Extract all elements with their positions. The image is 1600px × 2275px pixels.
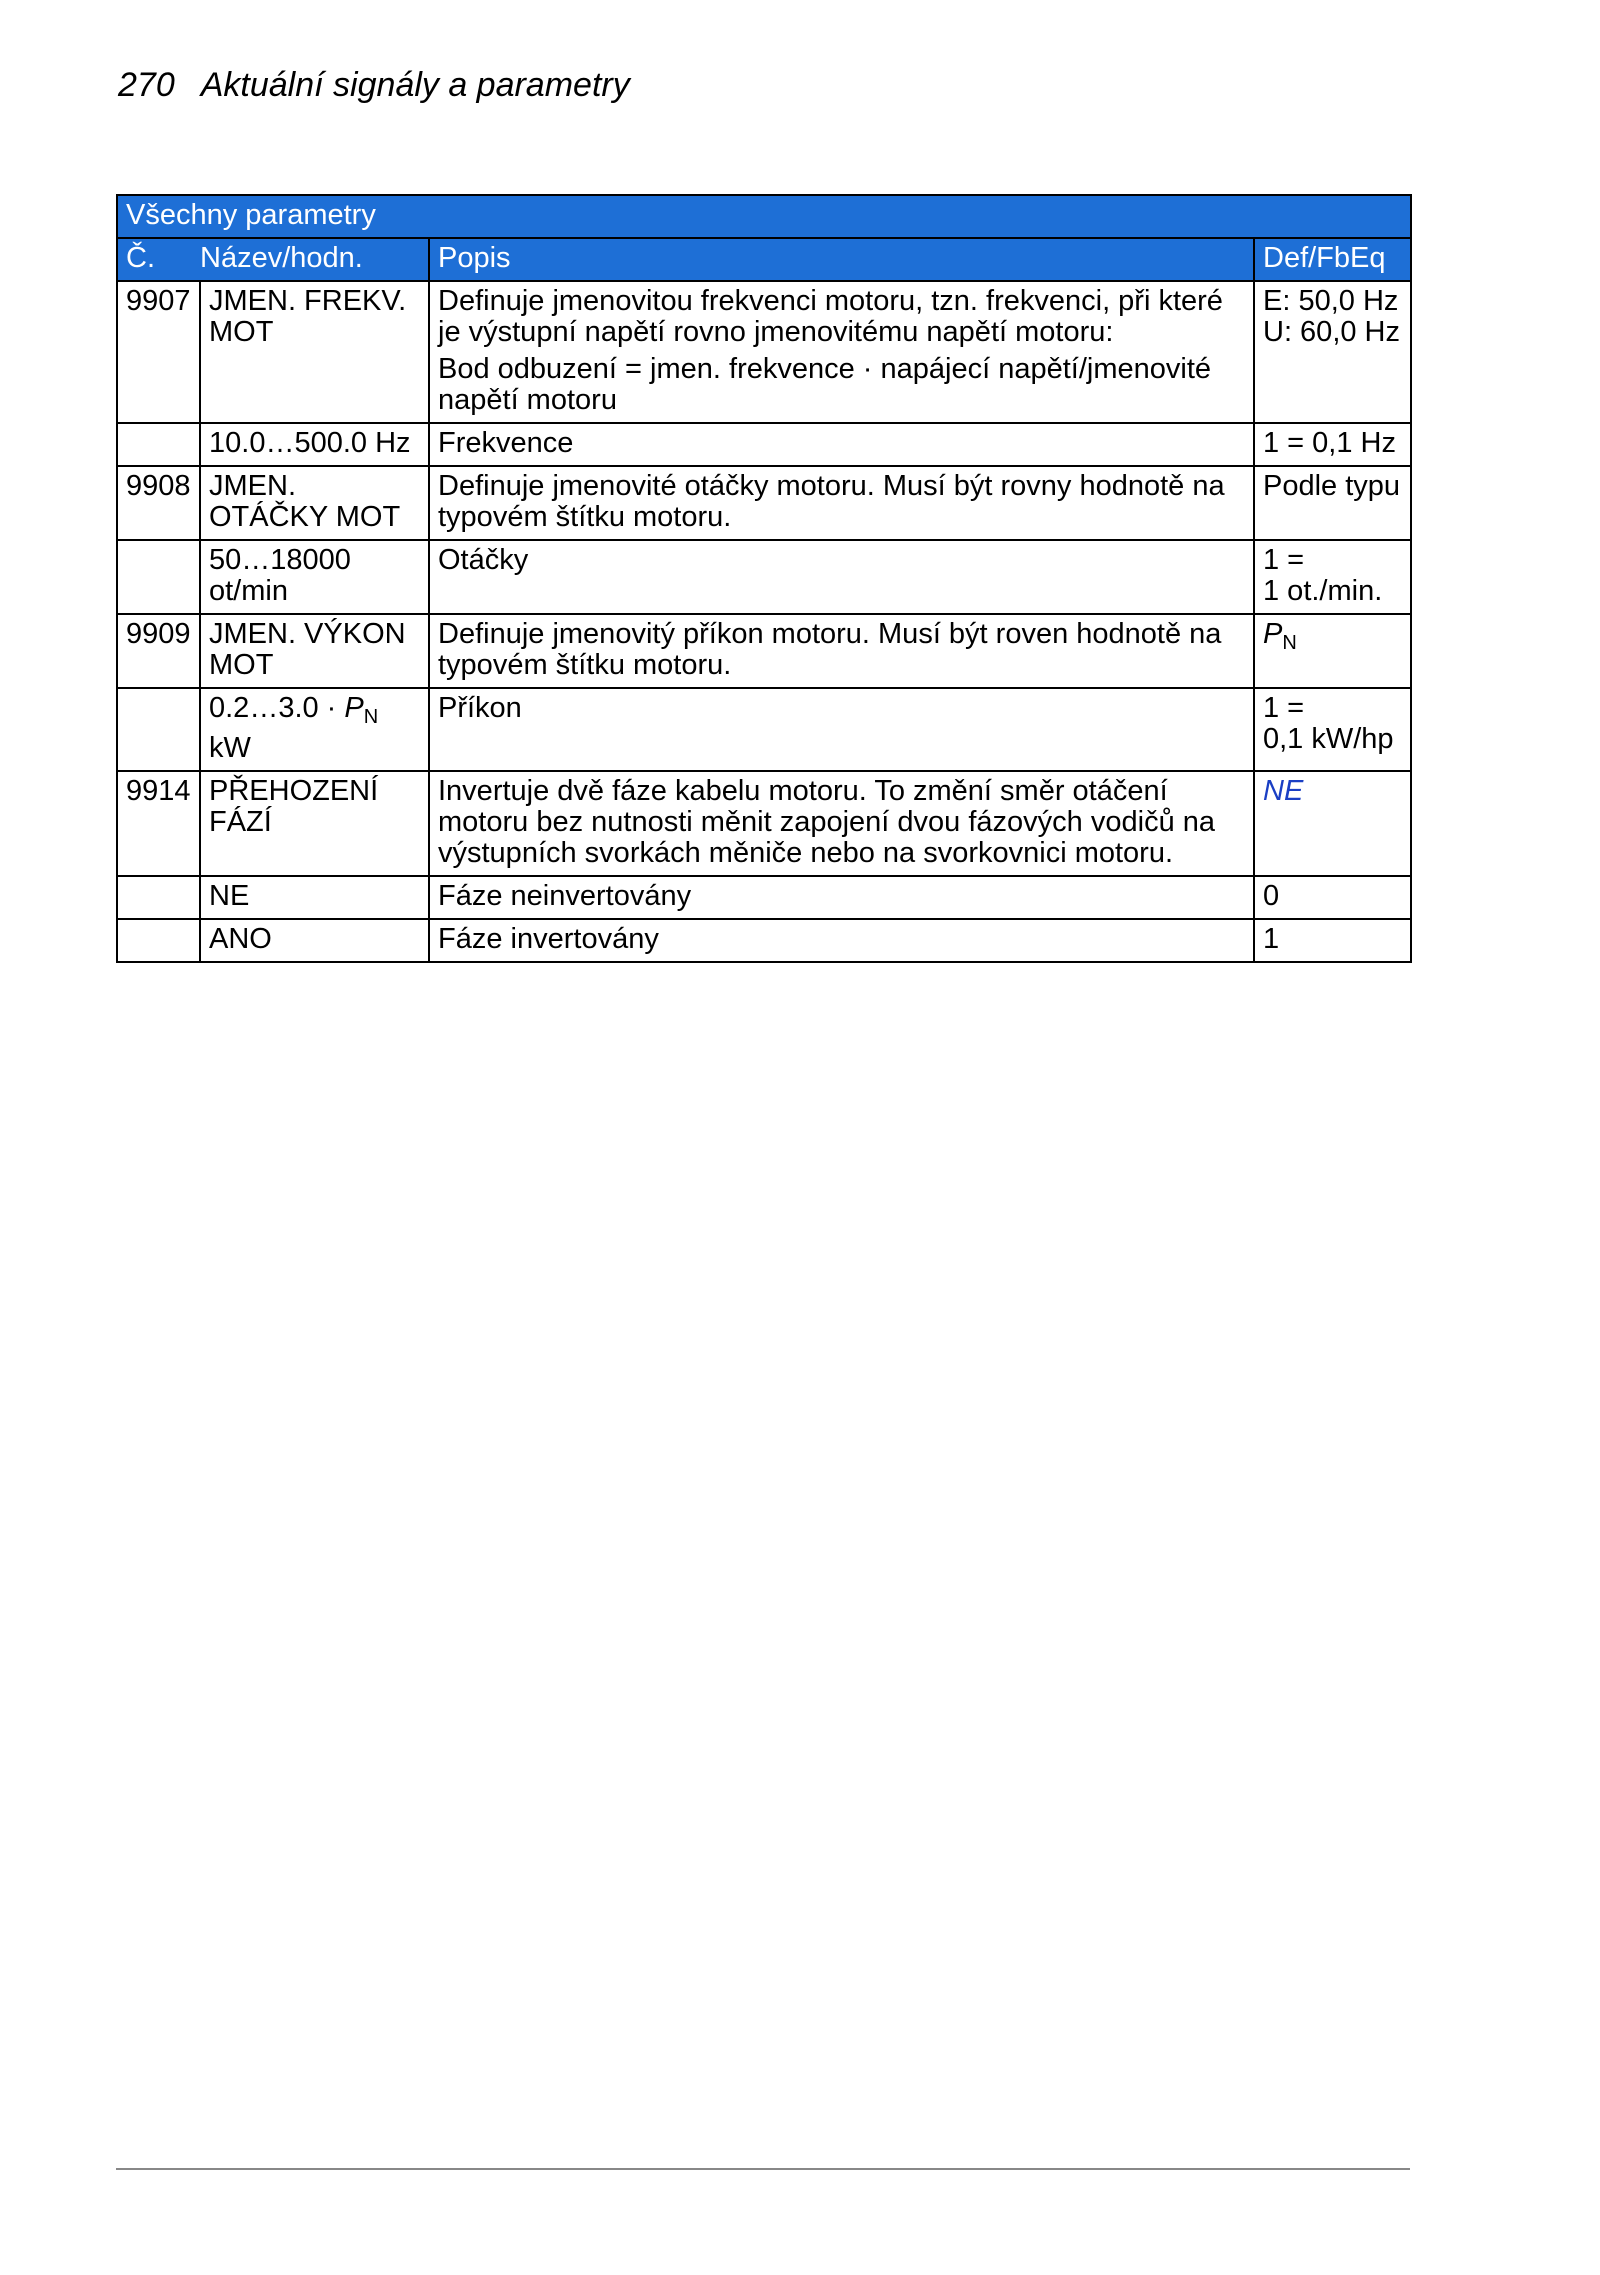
table-row xyxy=(117,466,1411,540)
fbeq-value: 1 xyxy=(1254,919,1411,962)
empty-cell xyxy=(117,423,200,466)
empty-cell xyxy=(117,688,200,771)
description-formula: Bod odbuzení = jmen. frekvence · napájecí napětí/jmenovité napětí motoru xyxy=(438,353,1212,416)
page-header xyxy=(118,66,630,105)
description-text: Definuje jmenovitou frekvenci motoru, tzn. frekvenci, při které je výstupní napětí rovno jmenovitému napětí motoru: xyxy=(438,285,1223,348)
param-number: 9908 xyxy=(117,466,200,540)
default-link[interactable]: NE xyxy=(1263,775,1304,807)
fbeq-value: 0 xyxy=(1254,876,1411,919)
table-row xyxy=(117,876,1411,919)
fbeq-line: 1 = xyxy=(1263,692,1305,724)
table-row xyxy=(117,771,1411,876)
value-description: Fáze invertovány xyxy=(429,919,1254,962)
param-default: Podle typu xyxy=(1254,466,1411,540)
fbeq-line: 0,1 kW/hp xyxy=(1263,723,1394,755)
value-description: Fáze neinvertovány xyxy=(429,876,1254,919)
value-description: Příkon xyxy=(429,688,1254,771)
fbeq-value: 1 = 0,1 Hz xyxy=(1254,423,1411,466)
symbol-subscript: N xyxy=(1282,632,1297,654)
table-row xyxy=(117,423,1411,466)
param-default xyxy=(1254,281,1411,423)
fbeq-value xyxy=(1254,688,1411,771)
table-header-row xyxy=(117,238,1411,281)
range-prefix: 0.2…3.0 · xyxy=(209,692,345,724)
section-title: Aktuální signály a parametry xyxy=(200,66,630,104)
param-name: JMEN. OTÁČKY MOT xyxy=(200,466,429,540)
column-header-desc: Popis xyxy=(429,238,1254,281)
empty-cell xyxy=(117,919,200,962)
param-number: 9914 xyxy=(117,771,200,876)
value-description: Otáčky xyxy=(429,540,1254,614)
fbeq-value xyxy=(1254,540,1411,614)
table-row xyxy=(117,688,1411,771)
empty-cell xyxy=(117,540,200,614)
value-description: Frekvence xyxy=(429,423,1254,466)
param-name: JMEN. VÝKON MOT xyxy=(200,614,429,688)
value-range xyxy=(200,688,429,771)
param-description: Invertuje dvě fáze kabelu motoru. To změní směr otáčení motoru bez nutnosti měnit zapojení dvou fázových vodičů na výstupních svorkách měniče nebo na svorkovnici motoru. xyxy=(429,771,1254,876)
default-value: E: 50,0 Hz xyxy=(1263,285,1399,317)
default-value: U: 60,0 Hz xyxy=(1263,316,1400,348)
table-row xyxy=(117,540,1411,614)
param-description xyxy=(429,281,1254,423)
param-description: Definuje jmenovité otáčky motoru. Musí být rovny hodnotě na typovém štítku motoru. xyxy=(429,466,1254,540)
param-description: Definuje jmenovitý příkon motoru. Musí být roven hodnotě na typovém štítku motoru. xyxy=(429,614,1254,688)
range-unit: kW xyxy=(209,732,251,764)
table-row xyxy=(117,614,1411,688)
value-range: 50…18000 ot/min xyxy=(200,540,429,614)
symbol-p: P xyxy=(344,692,364,724)
table-row xyxy=(117,919,1411,962)
param-name: PŘEHOZENÍ FÁZÍ xyxy=(200,771,429,876)
column-header-name: Název/hodn. xyxy=(200,238,429,281)
empty-cell xyxy=(117,876,200,919)
column-header-no: Č. xyxy=(117,238,200,281)
value-name: NE xyxy=(200,876,429,919)
parameters-table xyxy=(116,194,1412,963)
symbol-p: P xyxy=(1263,618,1283,650)
param-default xyxy=(1254,771,1411,876)
table-title-row xyxy=(117,195,1411,238)
table-title: Všechny parametry xyxy=(117,195,1411,238)
fbeq-line: 1 ot./min. xyxy=(1263,575,1383,607)
param-number: 9907 xyxy=(117,281,200,423)
footer-divider xyxy=(116,2168,1410,2170)
value-range: 10.0…500.0 Hz xyxy=(200,423,429,466)
column-header-def: Def/FbEq xyxy=(1254,238,1411,281)
param-name: JMEN. FREKV. MOT xyxy=(200,281,429,423)
table-row xyxy=(117,281,1411,423)
symbol-subscript: N xyxy=(363,706,379,728)
fbeq-line: 1 = xyxy=(1263,544,1305,576)
value-name: ANO xyxy=(200,919,429,962)
param-default xyxy=(1254,614,1411,688)
page-number: 270 xyxy=(118,66,175,104)
param-number: 9909 xyxy=(117,614,200,688)
